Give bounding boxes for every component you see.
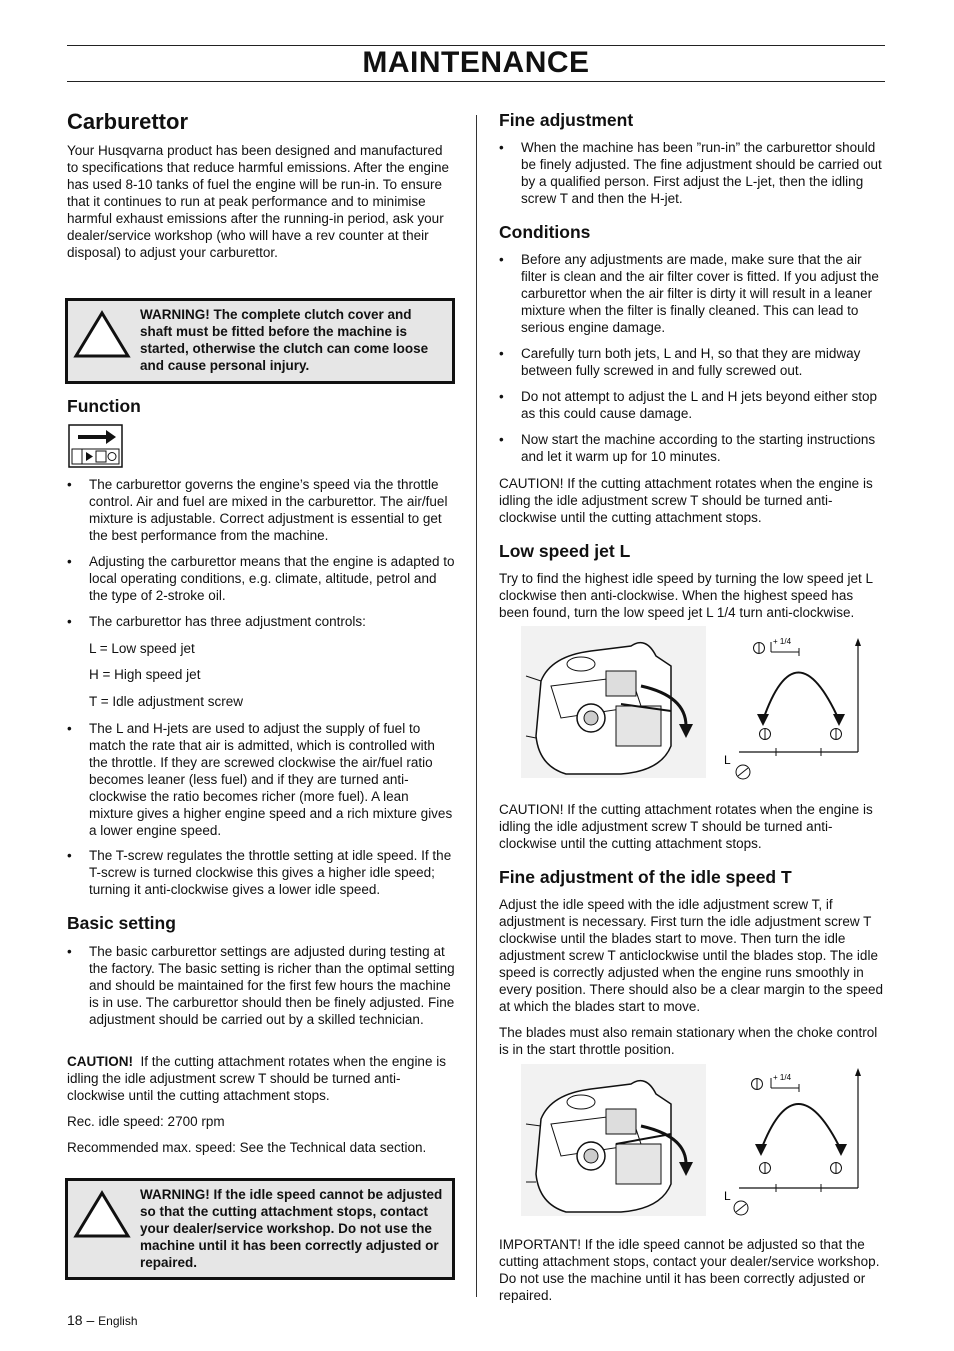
low-speed-jet-heading: Low speed jet L [499,541,631,561]
idle-speed-heading: Fine adjustment of the idle speed T [499,867,792,887]
basic-setting-heading: Basic setting [67,913,176,933]
intro-paragraph: Your Husqvarna product has been designed and manufactured to specifications that reduce harmful emissions. After the engine has used 8-10 tanks of fuel the engine will be run-in. To ensure that it continues to run at peak performance and to minimise harmful exhaust emissions after the running-in period, ask your dealer/service workshop (who will have a rev counter at their disposal) to adjust your carburettor. [67,143,449,260]
conditions-bullet-4: • Now start the machine according to the starting instructions and let it warm up for 10 minutes. [499,431,884,465]
page-title: MAINTENANCE [362,46,590,79]
warning-box-clutch [65,298,455,384]
function-bullet-2: • Adjusting the carburettor means that the engine is adapted to local operating conditions, e.g. climate, altitude, petrol and the type of 2-stroke oil. [67,553,455,604]
conditions-heading: Conditions [499,222,591,242]
function-heading: Function [67,396,141,416]
function-bullet-1: • The carburettor governs the engine’s speed via the throttle control. Air and fuel are mixed in the carburettor. The air/fuel mixture is adjustable. Correct adjustment is essential to get the best performance from the machine. [67,476,455,544]
page-number: 18 – [67,1312,95,1328]
manual-reference-icon [68,424,123,468]
function-bullet-5: • The T-screw regulates the throttle setting at idle speed. If the T-screw is turned clockwise this gives a higher idle speed; turning it anti-clockwise gives a lower idle speed. [67,847,455,898]
idle-speed-text: Rec. idle speed: 2700 rpm [67,1114,225,1129]
conditions-bullet-1: • Before any adjustments are made, make sure that the air filter is clean and the air filter cover is fitted. If you adjust the carburettor when the air filter is dirty it will result in a leaner mixture when the filter is finally cleaned. This can lead to serious engine damage. [499,251,884,336]
control-H: H = High speed jet [89,667,201,682]
adjustment-curve-diagram-low-speed [721,630,871,780]
quarter-turn-label: + 1/4 [773,1073,792,1082]
idle-speed-text-2: The blades must also remain stationary when the choke control is in the start throttle position. [499,1025,878,1057]
footer-language: English [98,1314,138,1328]
adjustment-curve-diagram-idle-speed [721,1066,871,1218]
caution-text: If the cutting attachment rotates when the engine is idling the idle adjustment screw T should be turned anti-clockwise until the cutting attachment stops. [67,1054,446,1103]
fine-adjustment-bullet: • When the machine has been ”run-in” the carburettor should be finely adjusted. The fine adjustment should be carried out by a qualified person. First adjust the L-jet, then the idling screw T and then the H-jet. [499,139,884,207]
control-L: L = Low speed jet [89,641,195,656]
function-bullet-4: • The L and H-jets are used to adjust the supply of fuel to match the rate that air is admitted, which is controlled with the throttle. If they are screwed clockwise the air/fuel ratio becomes leaner (less fuel) and if they are turned anti-clockwise the ratio becomes richer (more fuel). A lean mixture gives a higher engine speed and a rich mixture gives a lower engine speed. [67,720,455,839]
warning-text-idle: WARNING! If the idle speed cannot be adjusted so that the cutting attachment stops, contact your dealer/service workshop. Do not use the machine until it has been correctly adjusted or repaired. [140,1187,443,1270]
low-speed-jet-text: Try to find the highest idle speed by turning the low speed jet L clockwise then anti-clockwise. When the highest speed has been found, turn the low speed jet L 1/4 turn anti-clockwise. [499,571,873,620]
caution-label: CAUTION! [67,1054,133,1069]
caution-text-2: CAUTION! If the cutting attachment rotates when the engine is idling the idle adjustment screw T should be turned anti-clockwise until the cutting attachment stops. [499,802,873,851]
function-bullet-3: • The carburettor has three adjustment controls: [67,613,455,630]
idle-speed-text-1: Adjust the idle speed with the idle adjustment screw T, if adjustment is necessary. First turn the idle adjustment screw T clockwise until the blades start to move. Then turn the idle adjustment screw T anticlockwise until the blades stop. The idle speed is correctly adjusted when the engine runs smoothly in every position. There should also be a clear margin to the speed at which the blades start to move. [499,897,883,1014]
basic-setting-bullet: • The basic carburettor settings are adjusted during testing at the factory. The basic setting is richer than the optimal setting and should be maintained for the first few hours the machine is in use. The carburettor should then be finely adjusted. Fine adjustment should be carried out by a skilled technician. [67,943,455,1028]
caution-text-1: CAUTION! If the cutting attachment rotates when the engine is idling the idle adjustment screw T should be turned anti-clockwise until the cutting attachment stops. [499,476,873,525]
conditions-bullet-3: • Do not attempt to adjust the L and H jets beyond either stop as this could cause damage. [499,388,884,422]
carburettor-heading: Carburettor [67,109,189,134]
warning-triangle-icon [73,1189,131,1239]
warning-triangle-icon [73,309,131,359]
control-T: T = Idle adjustment screw [89,694,243,709]
low-jet-label: L [724,1189,731,1203]
important-text: IMPORTANT! If the idle speed cannot be adjusted so that the cutting attachment stops, contact your dealer/service workshop. Do not use the machine until it has been correctly adjusted or repaired. [499,1237,880,1303]
fine-adjustment-heading: Fine adjustment [499,110,634,130]
warning-text-clutch: WARNING! The complete clutch cover and shaft must be fitted before the machine is started, otherwise the clutch can come loose and cause personal injury. [140,307,429,373]
page-footer [67,1312,138,1328]
engine-illustration-idle-speed [521,1064,706,1216]
caution-paragraph [67,1053,455,1104]
quarter-turn-label: + 1/4 [773,637,792,646]
max-speed-text: Recommended max. speed: See the Technical data section. [67,1140,427,1155]
warning-box-idle [65,1178,455,1280]
conditions-bullet-2: • Carefully turn both jets, L and H, so that they are midway between fully screwed in and fully screwed out. [499,345,884,379]
column-divider [476,115,477,1297]
low-jet-label: L [724,753,731,767]
engine-illustration-low-speed [521,626,706,778]
header-rule-bottom [67,81,885,82]
